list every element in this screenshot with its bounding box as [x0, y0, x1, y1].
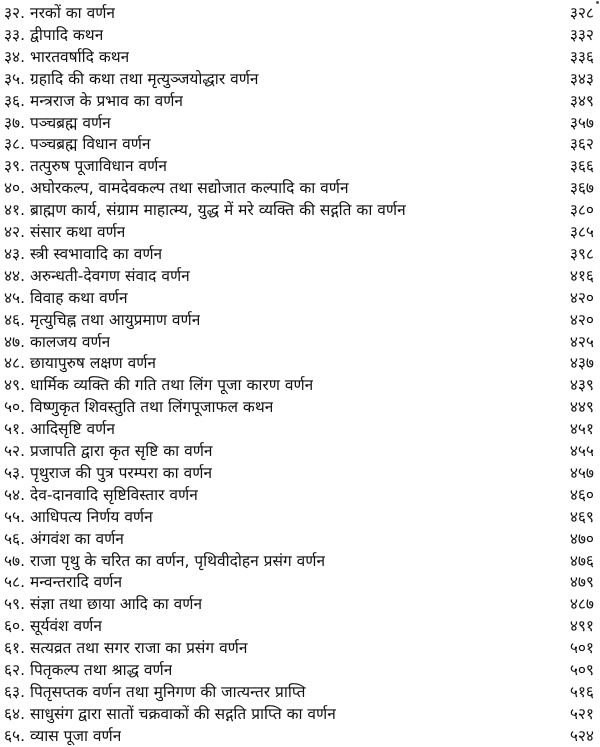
toc-entry-title: ४९. धार्मिक व्यक्ति की गति तथा लिंग पूजा कारण वर्णन [4, 376, 314, 395]
toc-entry [4, 90, 594, 112]
toc-entry-title: ५८. मन्वन्तरादि वर्णन [4, 573, 123, 592]
toc-entry-title: ५२. प्रजापति द्वारा कृत सृष्टि का वर्णन [4, 442, 213, 460]
toc-entry-page: ३३६ [569, 47, 594, 66]
toc-entry-page: ३६७ [569, 179, 594, 198]
toc-entry [4, 615, 594, 637]
toc-entry [4, 659, 594, 681]
toc-entry [4, 177, 594, 199]
toc-entry-page: ५१६ [569, 682, 594, 701]
toc-entry [4, 703, 594, 725]
toc-entry-title: ३५. ग्रहादि की कथा तथा मृत्युञ्जयोद्धार वर्णन [4, 69, 259, 88]
toc-entry [4, 550, 594, 572]
toc-entry-page: ४५५ [569, 442, 594, 460]
toc-entry-title: ३८. पञ्चब्रह्म विधान वर्णन [4, 135, 151, 154]
toc-entry [4, 24, 594, 46]
toc-entry-page: ४७९ [569, 573, 594, 592]
toc-entry-page: ४६९ [569, 507, 594, 526]
toc-entry [4, 725, 594, 747]
toc-entry-title: ४७. कालजय वर्णन [4, 332, 111, 351]
toc-entry [4, 155, 594, 177]
toc-entry-page: ५०१ [569, 639, 594, 658]
toc-entry [4, 506, 594, 528]
toc-entry [4, 637, 594, 659]
toc-entry [4, 309, 594, 331]
toc-entry [4, 396, 594, 418]
toc-entry-page: ३९८ [569, 244, 594, 263]
toc-entry-page: ४९१ [569, 617, 594, 636]
toc-entry-page: ३४३ [569, 69, 594, 88]
toc-entry-page: ३५७ [569, 113, 594, 132]
toc-entry-title: ५९. संज्ञा तथा छाया आदि का वर्णन [4, 595, 203, 614]
toc-entry-page: ४५१ [569, 420, 594, 439]
toc-entry-page: ५०९ [569, 661, 594, 679]
toc-entry-title: ४१. ब्राह्मण कार्य, संग्राम माहात्म्य, युद्ध में मरे व्यक्ति की सद्गति का वर्णन [4, 201, 406, 220]
toc-entry [4, 2, 594, 24]
toc-entry [4, 243, 594, 265]
toc-entry-title: ५३. पृथुराज की पुत्र परम्परा का वर्णन [4, 463, 213, 482]
toc-entry-title: ६०. सूर्यवंश वर्णन [4, 617, 102, 636]
toc-entry [4, 287, 594, 309]
toc-entry [4, 681, 594, 703]
toc-entry [4, 440, 594, 462]
toc-entry-page: ३४९ [569, 91, 594, 110]
toc-entry-page: ४७६ [569, 551, 594, 570]
toc-entry-title: ५०. विष्णुकृत शिवस्तुति तथा लिंगपूजाफल कथन [4, 398, 274, 417]
toc-entry-page: ४५७ [569, 463, 594, 482]
toc-entry-page: ४८७ [569, 595, 594, 614]
toc-entry-title: ६३. पितृसप्तक वर्णन तथा मुनिगण की जात्यन्तर प्राप्ति [4, 682, 306, 701]
toc-entry-title: ३९. तत्पुरुष पूजाविधान वर्णन [4, 157, 167, 176]
toc-entry-page: ४३७ [569, 354, 594, 373]
toc-entry-title: ५१. आदिसृष्टि वर्णन [4, 420, 115, 439]
toc-entry-page: ५२१ [569, 704, 594, 723]
toc-entry [4, 593, 594, 615]
toc-entry-page: ४३९ [569, 376, 594, 395]
toc-entry-page: ४२० [569, 288, 594, 307]
toc-entry-title: ४०. अघोरकल्प, वामदेवकल्प तथा सद्योजात कल्पादि का वर्णन [4, 179, 349, 198]
toc-entry-title: ३७. पञ्चब्रह्म वर्णन [4, 113, 111, 132]
toc-entry-title: ४६. मृत्युचिह्न तथा आयुप्रमाण वर्णन [4, 310, 201, 329]
toc-entry-title: ५६. अंगवंश का वर्णन [4, 529, 124, 548]
toc-entry-title: ५७. राजा पृथु के चरित का वर्णन, पृथिवीदोहन प्रसंग वर्णन [4, 551, 326, 570]
toc-entry [4, 221, 594, 243]
toc-entry-page: ३३२ [569, 25, 594, 44]
toc-entry [4, 352, 594, 374]
toc-entry-title: ४३. स्त्री स्वभावादि का वर्णन [4, 244, 163, 263]
toc-entry-title: ५५. आधिपत्य निर्णय वर्णन [4, 507, 153, 526]
toc-entry [4, 199, 594, 221]
toc-entry-page: ३८५ [569, 223, 594, 241]
toc-entry-title: ३६. मन्त्रराज के प्रभाव का वर्णन [4, 91, 183, 110]
toc-entry-title: ६४. साधुसंग द्वारा सातों चक्रवाकों की सद्गति प्राप्ति का वर्णन [4, 704, 336, 723]
toc-entry [4, 133, 594, 155]
toc-entry-page: ४४९ [569, 398, 594, 417]
toc-entry [4, 462, 594, 484]
toc-entry [4, 484, 594, 506]
toc-entry [4, 112, 594, 134]
toc-entry-page: ४१६ [569, 266, 594, 285]
page-speck [596, 1, 599, 4]
toc-entry-page: ३८० [569, 201, 594, 220]
toc-entry-page: ४२० [569, 310, 594, 329]
toc-entry [4, 528, 594, 550]
toc-entry-page: ४६० [569, 485, 594, 504]
toc-entry-title: ४२. संसार कथा वर्णन [4, 223, 126, 241]
toc-entry-page: ३२८ [569, 4, 594, 22]
toc-entry-title: ५४. देव-दानवादि सृष्टिविस्तार वर्णन [4, 485, 198, 504]
toc-entry [4, 418, 594, 440]
toc-entry-page: ४७० [569, 529, 594, 548]
toc-entry-title: ४५. विवाह कथा वर्णन [4, 288, 128, 307]
toc-entry [4, 68, 594, 90]
toc-entry [4, 46, 594, 68]
toc-entry-title: ३२. नरकों का वर्णन [4, 4, 116, 22]
toc-entry-title: ४४. अरुन्धती-देवगण संवाद वर्णन [4, 266, 190, 285]
toc-entry-title: ३४. भारतवर्षादि कथन [4, 47, 130, 66]
toc-entry [4, 265, 594, 287]
toc-entry-title: ६५. व्यास पूजा वर्णन [4, 726, 122, 745]
toc-entry [4, 331, 594, 353]
toc-entry-title: ४८. छायापुरुष लक्षण वर्णन [4, 354, 157, 373]
toc-entry-title: ३३. द्वीपादि कथन [4, 25, 104, 44]
toc-entry [4, 374, 594, 396]
toc-entry-title: ६१. सत्यव्रत तथा सगर राजा का प्रसंग वर्णन [4, 639, 248, 658]
toc-entry-page: ३६६ [569, 157, 594, 176]
toc-entry-page: ५२४ [569, 726, 594, 745]
toc-entry-title: ६२. पितृकल्प तथा श्राद्ध वर्णन [4, 661, 173, 679]
toc-entry-page: ४२५ [569, 332, 594, 351]
toc-entry-page: ३६२ [569, 135, 594, 154]
toc-entry [4, 571, 594, 593]
